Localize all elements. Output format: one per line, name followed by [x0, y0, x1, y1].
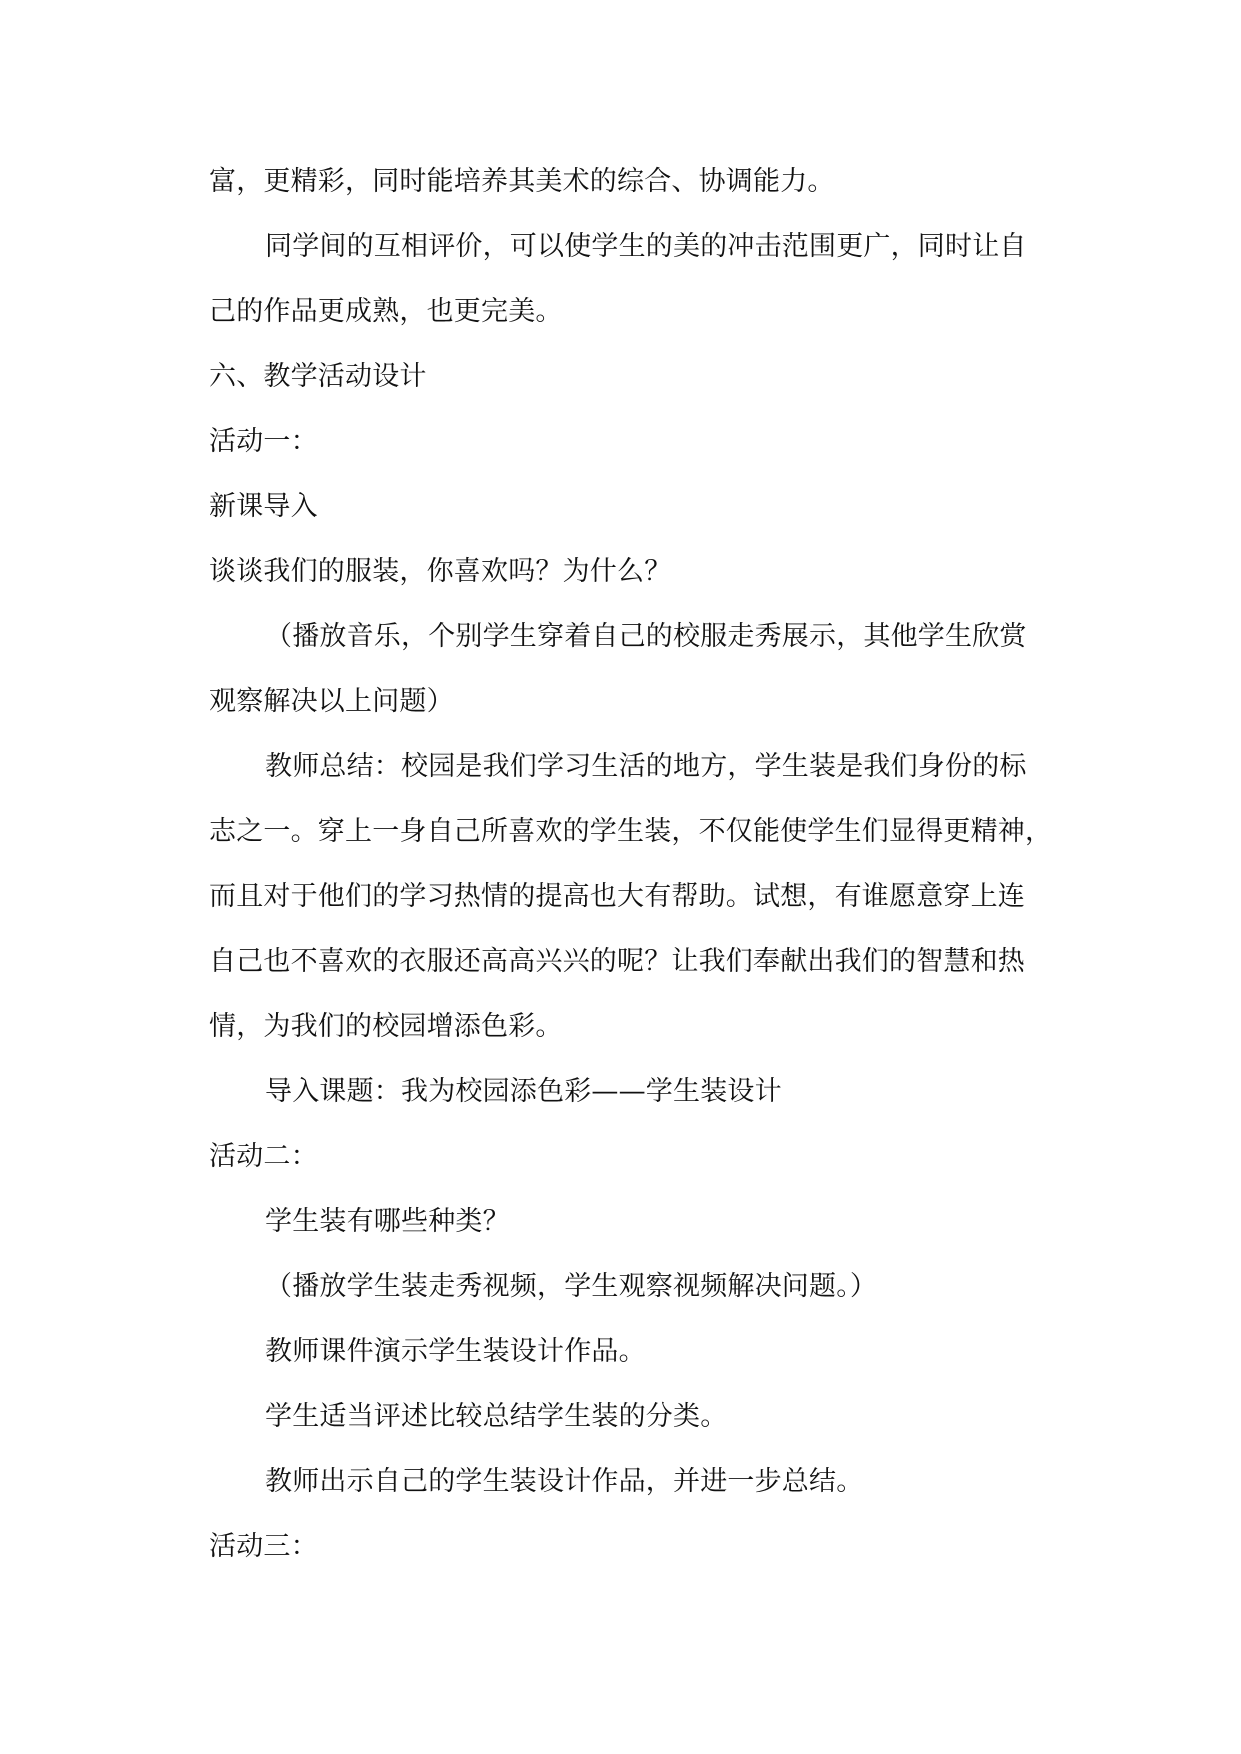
paragraph-line: 学生装有哪些种类？: [265, 1206, 510, 1237]
paragraph-line: 学生适当评述比较总结学生装的分类。: [265, 1401, 728, 1432]
paragraph-line: 自己也不喜欢的衣服还高高兴兴的呢？让我们奉献出我们的智慧和热: [209, 946, 1025, 977]
paragraph-line: 谈谈我们的服装，你喜欢吗？为什么？: [209, 556, 672, 587]
paragraph-line: 导入课题：我为校园添色彩——学生装设计: [265, 1076, 782, 1107]
paragraph-line: 观察解决以上问题）: [209, 686, 454, 717]
activity-heading: 活动三：: [209, 1531, 318, 1562]
activity-heading: 活动一：: [209, 426, 318, 457]
paragraph-line: 新课导入: [209, 491, 318, 522]
paragraph-line: 志之一。穿上一身自己所喜欢的学生装，不仅能使学生们显得更精神，: [209, 816, 1053, 847]
paragraph-line: 而且对于他们的学习热情的提高也大有帮助。试想，有谁愿意穿上连: [209, 881, 1025, 912]
paragraph-line: 教师总结：校园是我们学习生活的地方，学生装是我们身份的标: [265, 751, 1027, 782]
paragraph-line: 富，更精彩，同时能培养其美术的综合、协调能力。: [209, 166, 835, 197]
paragraph-line: 情，为我们的校园增添色彩。: [209, 1011, 563, 1042]
section-heading: 六、教学活动设计: [209, 361, 427, 392]
activity-heading: 活动二：: [209, 1141, 318, 1172]
paragraph-line: 教师出示自己的学生装设计作品，并进一步总结。: [265, 1466, 864, 1497]
paragraph-line: 教师课件演示学生装设计作品。: [265, 1336, 646, 1367]
paragraph-line: 同学间的互相评价，可以使学生的美的冲击范围更广，同时让自: [265, 231, 1027, 262]
paragraph-line: 己的作品更成熟，也更完美。: [209, 296, 563, 327]
paragraph-line: （播放音乐，个别学生穿着自己的校服走秀展示，其他学生欣赏: [265, 621, 1027, 652]
paragraph-line: （播放学生装走秀视频，学生观察视频解决问题。）: [265, 1271, 878, 1302]
